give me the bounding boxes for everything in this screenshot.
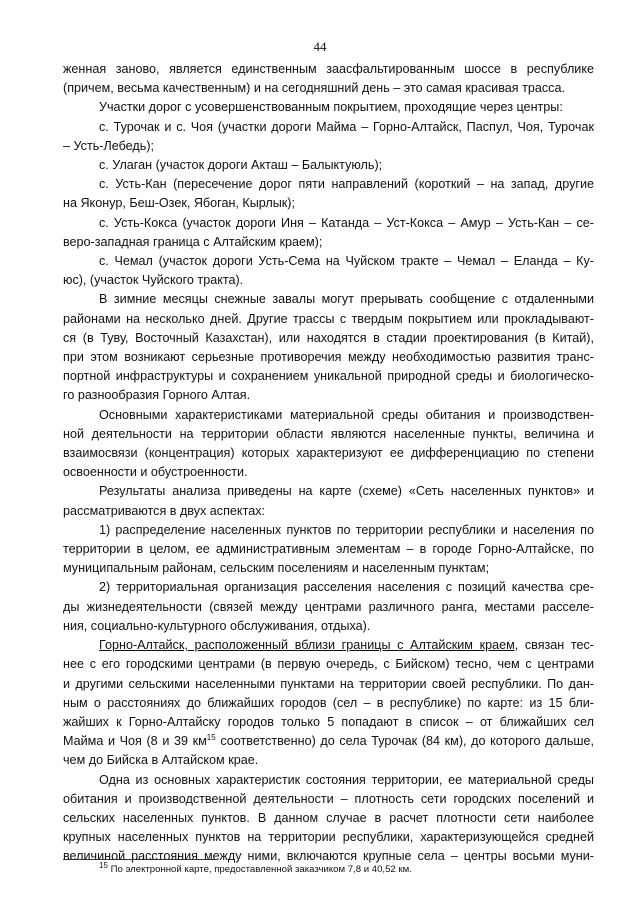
text-line [63,271,594,290]
text-line [63,675,594,694]
text-line [63,713,594,732]
footnote-reference: 15 [206,732,216,742]
text-line [63,598,594,617]
page-number: 44 [313,39,327,54]
text-line [63,406,594,425]
text-line [63,617,594,636]
line-text: ды жизнедеятельности (связей между центрами различного ранга, местами расселе- [63,599,594,614]
line-text: веро-западная граница с Алтайским краем); [63,234,323,249]
text-line [63,540,594,559]
body-text [63,60,594,867]
line-text: территории в целом, ее административным элементам – в городе Горно-Алтайске, по [63,542,594,557]
line-text: нее с его городскими центрами (в первую очередь, с Бийском) тесно, чем с центрами [63,657,594,672]
text-line [63,463,594,482]
text-line [63,118,594,137]
text-line [63,79,594,98]
text-line [63,386,594,405]
text-line [63,233,594,252]
text-line [63,482,594,501]
text-line [63,194,594,213]
line-text: ным о расстояниях до ближайших городов (сел – в республике) по карте: из 15 бли- [63,695,594,710]
line-text: ния, социально-культурного обслуживания, отдыха). [63,618,371,633]
line-text: величиной расстояния между ними, включаются крупные села – центры восьми муни- [63,849,594,864]
line-text: юс), (участок Чуйского тракта). [63,273,244,288]
line-text: и другими сельскими населенными пунктами на территории своей республики. По дан- [63,676,594,691]
text-line [63,559,594,578]
text-line [63,425,594,444]
line-text: районами на несколько дней. Другие трассы с твердым покрытием или прокладывают- [63,311,594,326]
text-line [63,348,594,367]
text-line [63,828,594,847]
line-text: освоенности и обустроенности. [63,465,248,480]
text-line [63,790,594,809]
line-text: с. Усть-Кан (пересечение дорог пяти направлений (короткий – на запад, другие [99,177,594,192]
line-text: В зимние месяцы снежные завалы могут прерывать сообщение с отдаленными [99,292,594,307]
footnote-divider [63,859,215,860]
line-text: с. Чемал (участок дороги Усть-Сема на Чуйском тракте – Чемал – Еланда – Ку- [99,254,594,269]
text-line [63,310,594,329]
text-line [63,578,594,597]
footnote [99,860,412,876]
line-text: Основными характеристиками материальной среды обитания и производствен- [99,407,594,422]
line-text: рассматриваются в двух аспектах: [63,503,266,518]
text-line [63,502,594,521]
text-line [63,137,594,156]
text-line [63,367,594,386]
text-line [63,751,594,770]
line-text: Одна из основных характеристик состояния территории, ее материальной среды [99,772,594,787]
text-line [63,175,594,194]
text-line [63,655,594,674]
line-text: обитания и производственной деятельности – плотность сети городских поселений и [63,791,594,806]
line-text: чем до Бийска в Алтайском крае. [63,753,259,768]
text-line [63,694,594,713]
line-text: сельских населенных пунктов. В данном случае в расчет плотности сети наиболее [63,810,594,825]
line-text: (причем, весьма качественным) и на сегодняшний день – это самая красивая трасса. [63,81,565,96]
line-text: на Яконур, Беш-Озек, Ябоган, Кырлык); [63,196,295,211]
text-line [63,521,594,540]
text-line [63,809,594,828]
line-text: с. Турочак и с. Чоя (участки дороги Майма – Горно-Алтайск, Паспул, Чоя, Турочак [99,119,594,134]
footnote-mark: 15 [99,860,108,870]
line-text: связан тес- [524,638,594,653]
line-text: взаимосвязи (концентрация) которых характеризуют ее дифференциацию по степени [63,446,594,461]
text-line [63,329,594,348]
line-text: Результаты анализа приведены на карте (схеме) «Сеть населенных пунктов» и [99,484,594,499]
line-text: ся (в Туву, Восточный Казахстан), или находятся в стадии проектирования (в Китай), [63,330,594,345]
line-text: 1) распределение населенных пунктов по территории республики и населения по [99,522,594,537]
footnote-text: По электронной карте, предоставленной заказчиком 7,8 и 40,52 км. [107,864,412,875]
text-line [63,214,594,233]
text-line [63,98,594,117]
line-text: с. Усть-Кокса (участок дороги Иня – Катанда – Уст-Кокса – Амур – Усть-Кан – се- [99,215,594,230]
line-text: с. Улаган (участок дороги Акташ – Балыктуюль); [99,158,383,173]
text-line [63,60,594,79]
line-text: Майма и Чоя (8 и 39 км [63,734,207,749]
line-text-continued: соответственно) до села Турочак (84 км), до которого дальше, [215,734,594,749]
line-text: ной деятельности на территории области являются населенные пункты, величина и [63,426,594,441]
line-text: портной инфраструктуры и сохранением уникальной природной среды и биологическо- [63,369,594,384]
underlined-phrase: Горно-Алтайск, расположенный вблизи границы с Алтайским краем, [99,638,519,653]
line-text: крупных населенных пунктов на территории республики, характеризующейся средней [63,830,594,845]
text-line [63,771,594,790]
text-line [63,636,594,655]
line-text: 2) территориальная организация расселения населения с позиций качества сре- [99,580,594,595]
text-line [63,290,594,309]
text-line [63,156,594,175]
line-text: жайших к Горно-Алтайску городов только 5 попадают в список – от ближайших сел [63,714,594,729]
text-line [63,444,594,463]
line-text: – Усть-Лебедь); [63,138,155,153]
line-text: го разнообразия Горного Алтая. [63,388,251,403]
text-line [63,252,594,271]
text-line [63,732,594,751]
line-text: при этом возникают серьезные противоречия между необходимостью развития транс- [63,350,594,365]
line-text: женная заново, является единственным заасфальтированным шоссе в республике [63,62,594,76]
line-text: муниципальным районам, сельским поселениям и населенным пунктам; [63,561,490,576]
line-text: Участки дорог с усовершенствованным покрытием, проходящие через центры: [99,100,563,115]
